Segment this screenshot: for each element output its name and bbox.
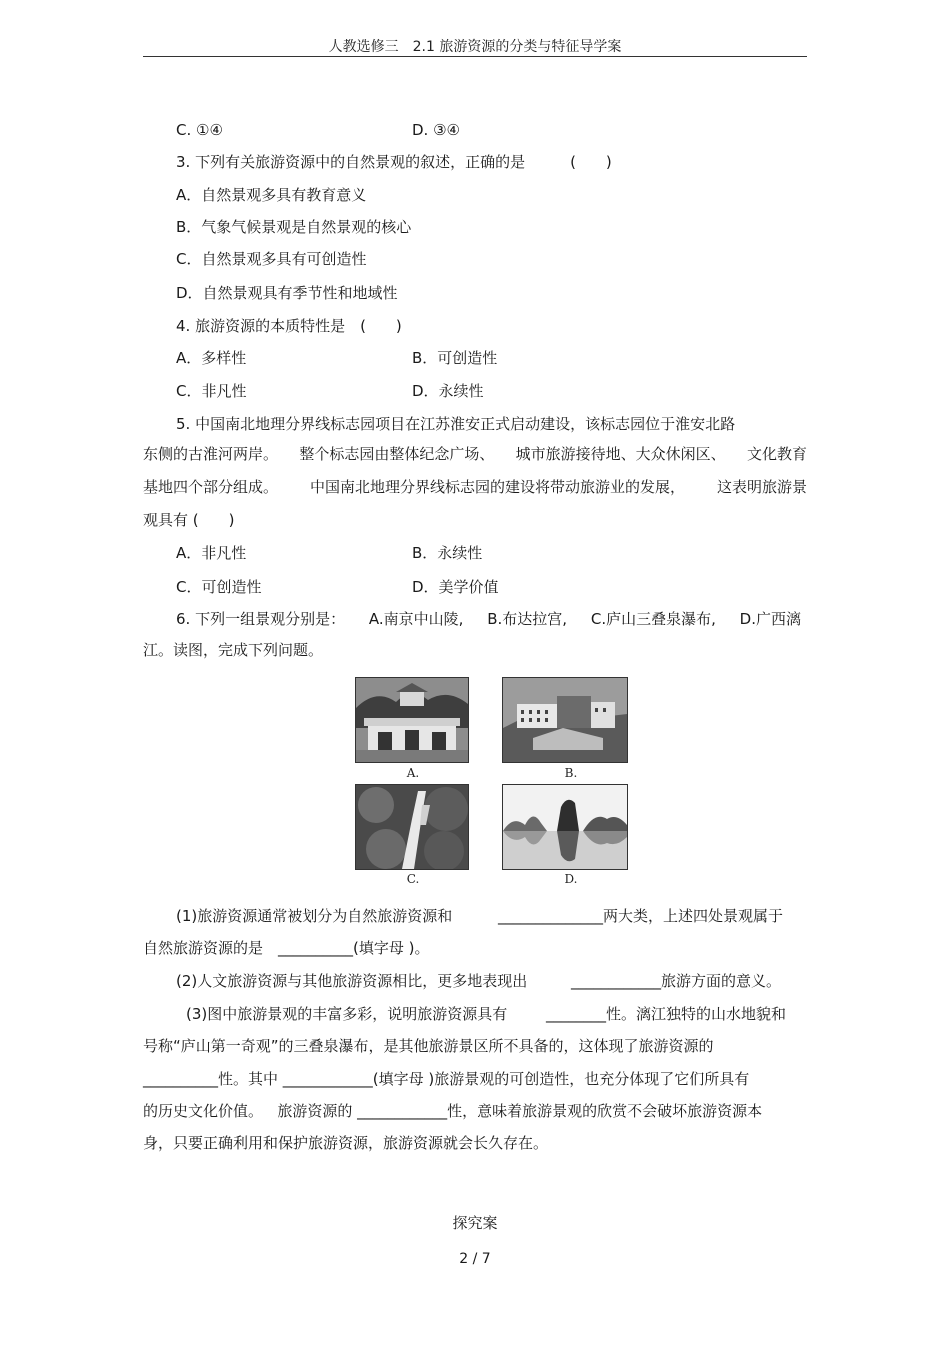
q6-sub3-part: ________性。漓江独特的山水地貌和 — [545, 1005, 786, 1023]
q6-sub1-line-1 — [176, 905, 783, 927]
q3-option-c: C．自然景观多具有可创造性 — [176, 250, 367, 268]
figure-label-c: C. — [406, 872, 420, 886]
q4-option-c: C．非凡性 — [176, 382, 247, 400]
q6-line-1-part: B.布达拉宫, — [487, 610, 568, 628]
q5-line-3 — [143, 476, 807, 498]
q6-sub3-line-4 — [143, 1100, 807, 1122]
q5-line-3-part: 这表明旅游景 — [716, 478, 807, 496]
header-divider — [143, 56, 807, 57]
q5-option-d: D．美学价值 — [412, 578, 499, 596]
figure-label-d: D. — [564, 872, 578, 886]
q5-line-3-part: 基地四个部分组成。 — [143, 478, 279, 496]
q5-line-1: 5. 中国南北地理分界线标志园项目在江苏淮安正式启动建设，该标志园位于淮安北路 — [176, 415, 736, 433]
mausoleum-photo-icon — [355, 677, 469, 763]
q4-stem: 4. 旅游资源的本质特性是 ( ) — [176, 317, 402, 335]
q6-sub3-line-5: 身，只要正确利用和保护旅游资源，旅游资源就会长久存在。 — [143, 1134, 549, 1152]
q6-sub1-part: ______________两大类，上述四处景观属于 — [497, 907, 783, 925]
page-number: 2 / 7 — [459, 1251, 491, 1267]
q6-sub2 — [176, 970, 781, 992]
q6-sub3-line-2: 号称“庐山第一奇观”的三叠泉瀑布，是其他旅游景区所不具备的，这体现了旅游资源的 — [143, 1037, 714, 1055]
waterfall-photo-icon — [355, 784, 469, 870]
river-karst-photo-icon — [502, 784, 628, 870]
q6-line-1 — [176, 608, 801, 630]
q3-option-d: D．自然景观具有季节性和地域性 — [176, 284, 398, 302]
q6-sub2-part: (2)人文旅游资源与其他旅游资源相比，更多地表现出 — [176, 972, 528, 990]
q6-sub3-part: (3)图中旅游景观的丰富多彩，说明旅游资源具有 — [186, 1005, 508, 1023]
q6-line-1-part: D.广西漓 — [739, 610, 801, 628]
q3-stem: 3. 下列有关旅游资源中的自然景观的叙述，正确的是 ( ) — [176, 153, 612, 171]
palace-photo-icon — [502, 677, 628, 763]
figure-label-a: A. — [406, 766, 420, 780]
q5-line-4: 观具有 ( ) — [143, 511, 235, 529]
q2-option-c: C. ①④ — [176, 121, 223, 139]
q5-line-3-part: 中国南北地理分界线标志园的建设将带动旅游业的发展， — [309, 478, 685, 496]
q5-option-b: B．永续性 — [412, 544, 483, 562]
section-title: 探究案 — [452, 1214, 498, 1232]
q3-option-a: A．自然景观多具有教育意义 — [176, 186, 367, 204]
q5-line-2 — [143, 443, 807, 465]
q6-sub3-line-3: __________性。其中 ____________(填字母 )旅游景观的可创造性，也充分体现了它们所具有 — [143, 1070, 750, 1088]
q6-sub1-part: (1)旅游资源通常被划分为自然旅游资源和 — [176, 907, 453, 925]
q6-sub3-line-4-part: 的历史文化价值。 — [143, 1102, 264, 1120]
q6-sub3-line-4-part: 旅游资源的 ____________性，意味着旅游景观的欣赏不会破坏旅游资源本 — [277, 1102, 763, 1120]
q6-sub1-line-2: 自然旅游资源的是 __________(填字母 )。 — [143, 939, 430, 957]
q4-option-a: A．多样性 — [176, 349, 247, 367]
q5-line-2-part: 文化教育 — [746, 445, 807, 463]
q2-option-d: D. ③④ — [412, 121, 460, 139]
q4-option-b: B．可创造性 — [412, 349, 498, 367]
q5-option-a: A．非凡性 — [176, 544, 247, 562]
figure-label-b: B. — [564, 766, 578, 780]
q5-line-2-part: 整个标志园由整体纪念广场、 — [299, 445, 495, 463]
q6-sub3-line-1 — [186, 1003, 786, 1025]
q6-line-1-part: C.庐山三叠泉瀑布, — [590, 610, 716, 628]
q6-line-1-part: 6. 下列一组景观分别是： — [176, 610, 346, 628]
page-header-title: 人教选修三 2.1 旅游资源的分类与特征导学案 — [328, 39, 622, 55]
q5-line-2-part: 东侧的古淮河两岸。 — [143, 445, 279, 463]
q4-option-d: D．永续性 — [412, 382, 484, 400]
q6-line-2: 江。读图，完成下列问题。 — [143, 641, 324, 659]
q6-sub2-part: ____________旅游方面的意义。 — [570, 972, 781, 990]
q5-line-2-part: 城市旅游接待地、大众休闲区、 — [515, 445, 726, 463]
q6-line-1-part: A.南京中山陵, — [368, 610, 464, 628]
q3-option-b: B．气象气候景观是自然景观的核心 — [176, 218, 412, 236]
q5-option-c: C．可创造性 — [176, 578, 262, 596]
